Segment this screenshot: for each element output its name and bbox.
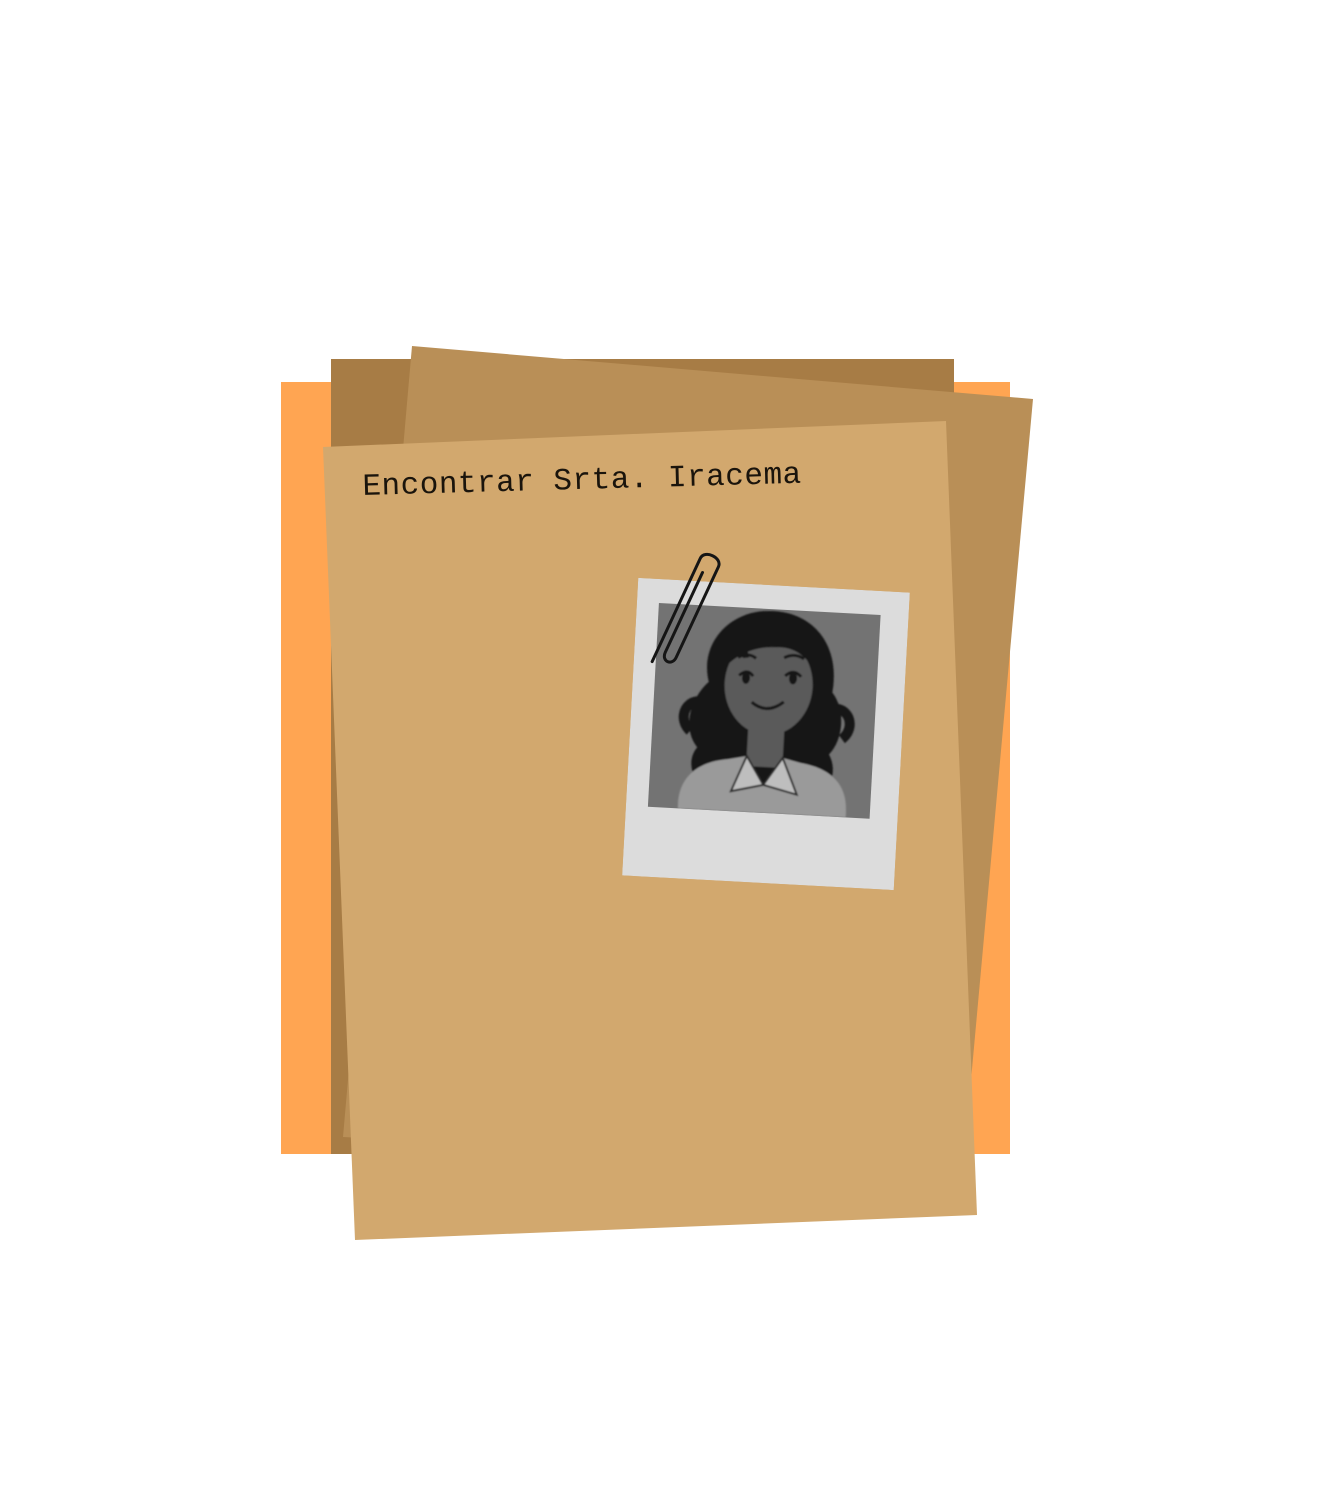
paperclip-icon [638,540,728,685]
dossier-title: Encontrar Srta. Iracema [362,457,803,505]
